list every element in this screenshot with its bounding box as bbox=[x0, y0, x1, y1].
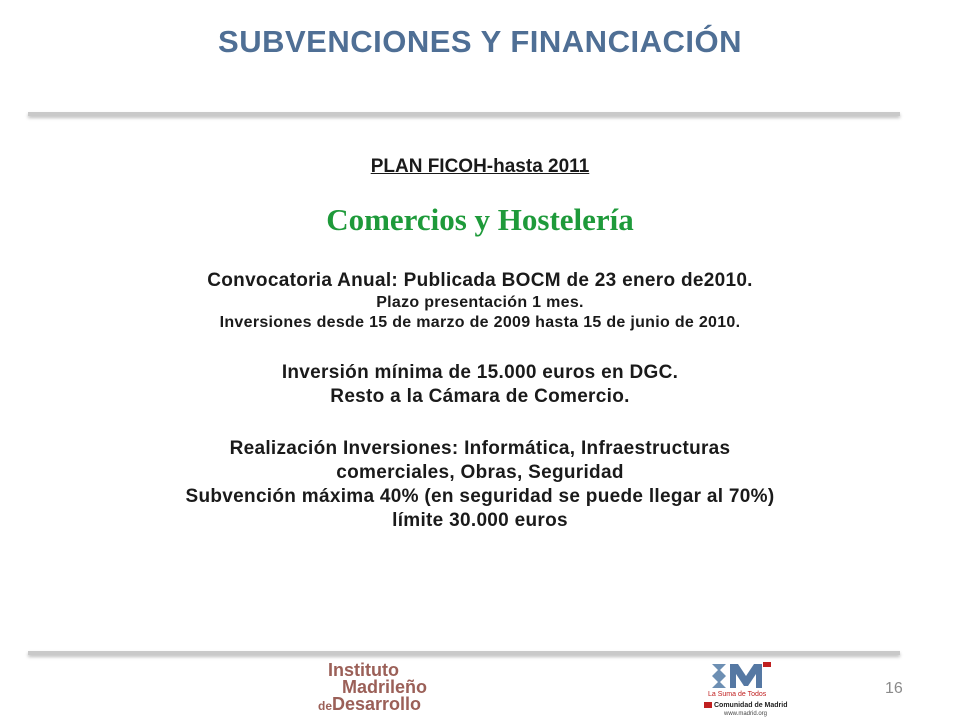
logo-name bbox=[704, 702, 788, 709]
body-line: Inversión mínima de 15.000 euros en DGC. bbox=[281, 362, 679, 383]
comunidad-madrid-mark-icon bbox=[710, 660, 772, 690]
body-line: Realización Inversiones: Informática, Infraestructuras bbox=[229, 438, 731, 459]
logo-word: Desarrollo bbox=[332, 694, 422, 714]
logo-name-text: Comunidad de Madrid bbox=[714, 702, 788, 709]
flag-icon bbox=[704, 702, 712, 708]
body-line: Convocatoria Anual: Publicada BOCM de 23 enero de2010. bbox=[207, 270, 753, 291]
bottom-divider bbox=[28, 651, 900, 655]
logo-tagline: La Suma de Todos bbox=[708, 691, 767, 698]
body-line: Inversiones desde 15 de marzo de 2009 hasta 15 de junio de 2010. bbox=[219, 314, 741, 331]
logo-url: www.madrid.org bbox=[724, 711, 768, 717]
page-number: 16 bbox=[885, 680, 903, 697]
slide-title: SUBVENCIONES Y FINANCIACIÓN bbox=[218, 24, 742, 59]
logo-prefix: de bbox=[318, 699, 333, 713]
instituto-madrileno-logo bbox=[318, 662, 427, 715]
body-line: Plazo presentación 1 mes. bbox=[376, 294, 584, 311]
section-subtitle: Comercios y Hostelería bbox=[326, 202, 634, 237]
slide-content bbox=[40, 150, 920, 532]
logo-line: Madrileño bbox=[342, 677, 428, 697]
body-line: Subvención máxima 40% (en seguridad se puede llegar al 70%) bbox=[185, 486, 775, 507]
logo-line bbox=[318, 696, 427, 715]
body-line: comerciales, Obras, Seguridad bbox=[336, 462, 624, 483]
body-line: límite 30.000 euros bbox=[392, 510, 568, 531]
body-line: Resto a la Cámara de Comercio. bbox=[330, 386, 630, 407]
plan-heading: PLAN FICOH-hasta 2011 bbox=[370, 156, 590, 177]
logo-line: Instituto bbox=[328, 660, 399, 680]
comunidad-madrid-logo bbox=[700, 660, 792, 718]
top-divider bbox=[28, 112, 900, 116]
